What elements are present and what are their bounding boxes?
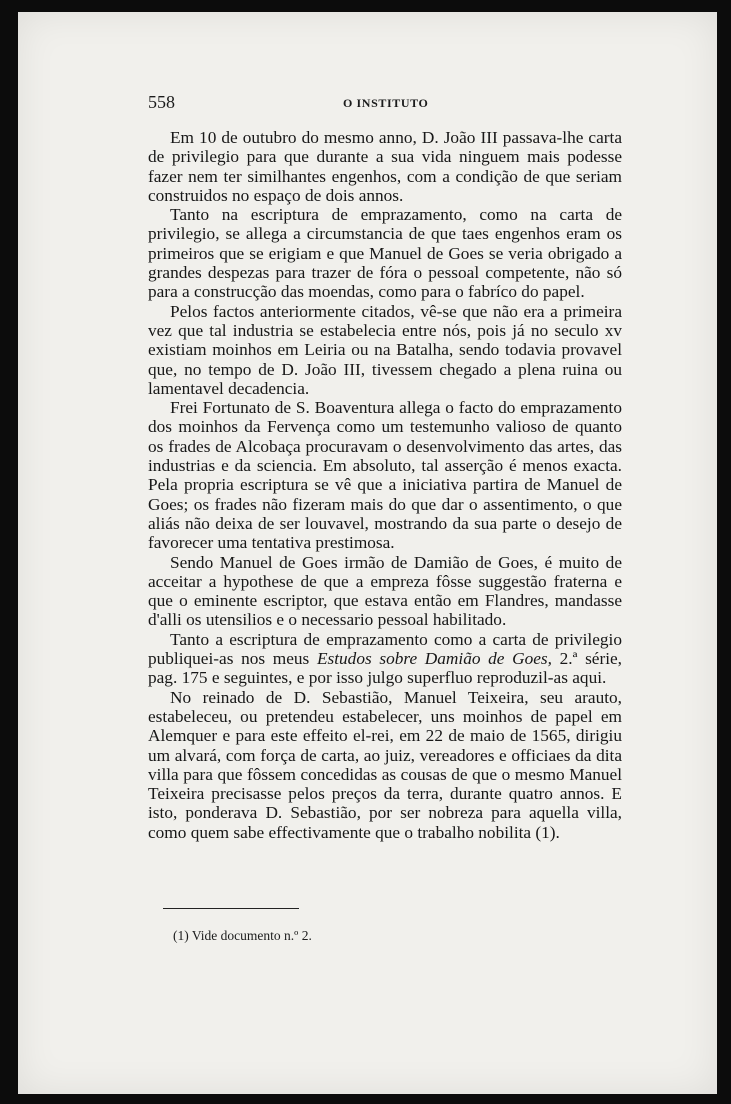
page-number: 558	[148, 92, 175, 112]
paragraph-2: Tanto na escriptura de emprazamento, como na carta de privilegio, se allega a circumstancia de que taes engenhos eram os primeiros que se erigiam e que Manuel de Goes se veria obrigado a grandes despezas para trazer de fóra o pessoal competente, não só para a construcção das moendas, como para o fabríco do papel.	[148, 205, 622, 302]
paragraph-7: No reinado de D. Sebastião, Manuel Teixeira, seu arauto, estabeleceu, ou pretendeu estabelecer, uns moinhos de papel em Alemquer e para este effeito el-rei, em 22 de maio de 1565, dirigiu um alvará, com força de carta, ao juiz, vereadores e officiaes da dita villa para que fôssem concedidas as cousas de que o mesmo Manuel Teixeira precisasse pelos preços da terra, durante quatro annos. E isto, ponderava D. Sebastião, por ser nobreza para aquella villa, como quem sabe effectivamente que o trabalho nobilita (1).	[148, 687, 622, 842]
paragraph-5: Sendo Manuel de Goes irmão de Damião de Goes, é muito de acceitar a hypothese de que a empreza fôsse suggestão fraterna e que o eminente escriptor, que estava então em Flandres, mandasse d'alli os utensilios e o necessario pessoal habilitado.	[148, 552, 622, 630]
running-head	[148, 92, 622, 114]
paragraph-3: Pelos factos anteriormente citados, vê-se que não era a primeira vez que tal industria se estabelecia entre nós, pois já no seculo xv existiam moinhos em Leiria ou na Batalha, sendo todavia provavel que, no tempo de D. João III, tivessem chegado a plena ruina ou lamentavel decadencia.	[148, 301, 622, 398]
body-text	[148, 128, 622, 842]
paragraph-6	[148, 630, 622, 688]
paragraph-6-text-after: 2.ª série, pag. 175 e seguintes, e por isso julgo superfluo reproduzil-as aqui.	[148, 649, 623, 688]
footnote: (1) Vide documento n.º 2.	[173, 928, 312, 943]
paragraph-1: Em 10 de outubro do mesmo anno, D. João III passava-lhe carta de privilegio para que durante a sua vida ninguem mais podesse fazer nem ter similhantes engenhos, com a condição de que seriam construidos no espaço de dois annos.	[148, 128, 622, 205]
journal-title: O INSTITUTO	[343, 96, 429, 110]
paragraph-4: Frei Fortunato de S. Boaventura allega o facto do emprazamento dos moinhos da Fervença como um testemunho valioso de quanto os frades de Alcobaça procuravam o desenvolvimento das artes, das industrias e da sciencia. Em absoluto, tal asserção é menos exacta. Pela propria escriptura se vê que a iniciativa partira de Manuel de Goes; os frades não fizeram mais do que dar o assentimento, o que aliás não deixa de ser louvavel, mostrando da sua parte o desejo de favorecer uma tentativa prestimosa.	[148, 398, 622, 553]
book-title-italic: Estudos sobre Damião de Goes,	[316, 649, 552, 669]
paragraph-6-text-before: Tanto a escriptura de emprazamento como a carta de privilegio publiquei-as nos meus	[148, 629, 622, 669]
footnote-divider	[163, 908, 299, 909]
